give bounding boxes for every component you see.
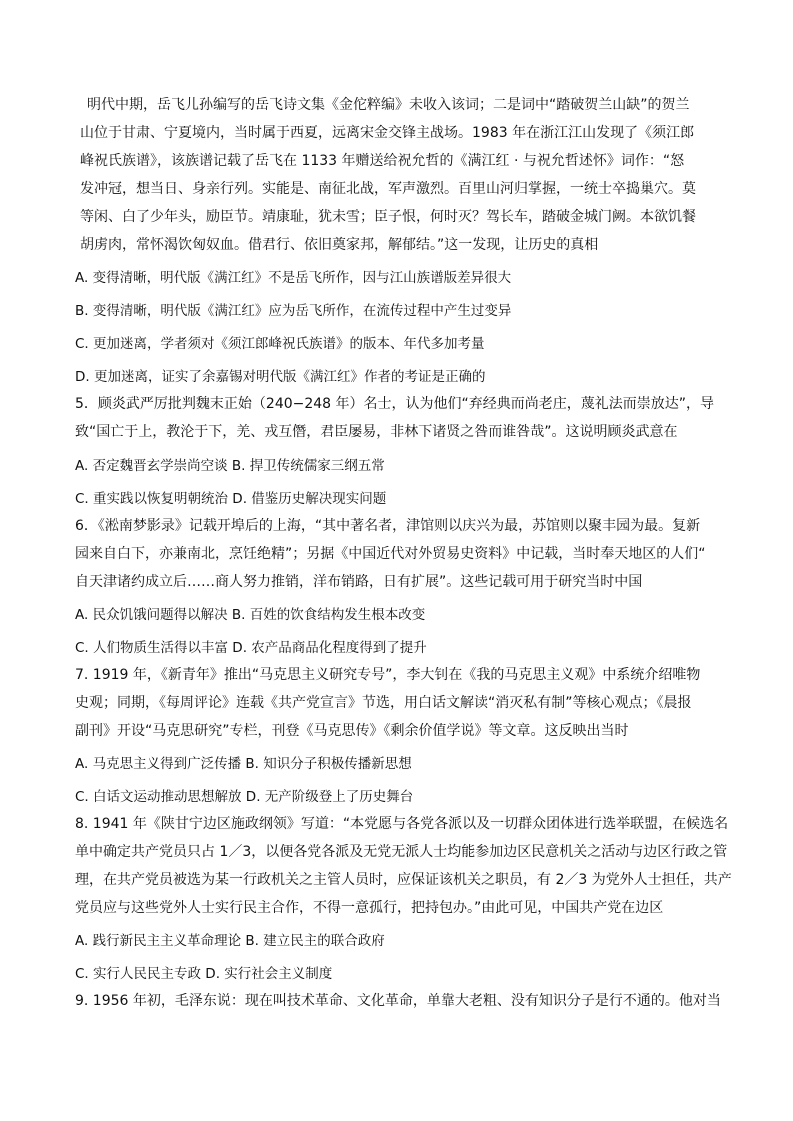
- q6-options-ab: A. 民众饥饿问题得以解决 B. 百姓的饮食结构发生根本改变: [75, 607, 426, 623]
- q4-stem-line: 明代中期，岳飞儿孙编写的岳飞诗文集《金佗粹编》未收入该词；二是词中“踏破贺兰山缺”的贺兰: [87, 97, 690, 113]
- q5-stem-line: 5．顾炎武严厉批判魏末正始（240−248 年）名士，认为他们“弃经典而尚老庄，蔑礼法而崇放达”，导: [75, 396, 715, 412]
- q5-stem-line: 致“国亡于上，教沦于下，羌、戎互僭，君臣屡易，非林下诸贤之咎而谁咎哉”。这说明顾炎武意在: [75, 424, 678, 440]
- q5-options-cd: C. 重实践以恢复明朝统治 D. 借鉴历史解决现实问题: [75, 491, 387, 507]
- q8-options-cd: C. 实行人民民主专政 D. 实行社会主义制度: [75, 966, 333, 982]
- q7-stem-line: 史观；同期，《每周评论》连载《共产党宣言》节选，用白话文解读“消灭私有制”等核心观点；《晨报: [75, 695, 692, 711]
- q8-stem-line: 理，在共产党员被选为某一行政机关之主管人员时，应保证该机关之职员，有 2／3 为党外人士担任，共产: [75, 872, 732, 888]
- q6-stem-line: 自天津诸约成立后……商人努力推销，洋布销路，日有扩展”。这些记载可用于研究当时中国: [75, 574, 643, 590]
- q4-option-b: B. 变得清晰，明代版《满江红》应为岳飞所作，在流传过程中产生过变异: [75, 303, 512, 319]
- q4-option-a: A. 变得清晰，明代版《满江红》不是岳飞所作，因与江山族谱版差异很大: [75, 270, 512, 286]
- q4-stem-line: 峰祝氏族谱》，该族谱记载了岳飞在 1133 年赠送给祝允哲的《满江红 · 与祝允哲述怀》词作：“怒: [80, 153, 685, 169]
- q7-options-cd: C. 白话文运动推动思想解放 D. 无产阶级登上了历史舞台: [75, 789, 414, 805]
- q5-options-ab: A. 否定魏晋玄学崇尚空谈 B. 捍卫传统儒家三纲五常: [75, 458, 385, 474]
- q4-stem-line: 等闲、白了少年头，励臣节。靖康耻，犹未雪；臣子恨，何时灭？驾长车，踏破金城门阙。本欲饥餐: [80, 209, 696, 225]
- q4-option-c: C. 更加迷离，学者须对《须江郎峰祝氏族谱》的版本、年代多加考量: [75, 336, 485, 352]
- q8-options-ab: A. 践行新民主主义革命理论 B. 建立民主的联合政府: [75, 933, 385, 949]
- q4-stem-line: 发冲冠，想当日、身亲行列。实能是、南征北战，军声激烈。百里山河归掌握，一统士卒捣巢穴。莫: [80, 181, 696, 197]
- q4-stem-line: 山位于甘肃、宁夏境内，当时属于西夏，远离宋金交锋主战场。1983 年在浙江江山发现了《须江郎: [80, 125, 695, 141]
- q9-stem-line: 9. 1956 年初，毛泽东说：现在叫技术革命、文化革命，单靠大老粗、没有知识分子是行不通的。他对当: [75, 993, 721, 1009]
- q4-stem-line: 胡虏肉，常怀渴饮匈奴血。借君行、依旧奠家邦，解郁结。”这一发现，让历史的真相: [80, 237, 599, 253]
- q8-stem-line: 党员应与这些党外人士实行民主合作，不得一意孤行，把持包办。”由此可见，中国共产党在边区: [75, 900, 664, 916]
- q8-stem-line: 单中确定共产党员只占 1／3，以便各党各派及无党无派人士均能参加边区民意机关之活动与边区行政之管: [75, 844, 728, 860]
- q7-stem-line: 副刊》开设“马克思研究”专栏，刊登《马克思传》《剩余价值学说》等文章。这反映出当时: [75, 723, 629, 739]
- q6-options-cd: C. 人们物质生活得以丰富 D. 农产品商品化程度得到了提升: [75, 640, 427, 656]
- q8-stem-line: 8. 1941 年《陕甘宁边区施政纲领》写道：“本党愿与各党各派以及一切群众团体进行选举联盟，在候选名: [75, 816, 729, 832]
- q6-stem-line: 园来自白下，亦兼南北，烹饪绝精”；另据《中国近代对外贸易史资料》中记载，当时奉天地区的人们“: [75, 546, 706, 562]
- q7-stem-line: 7. 1919 年，《新青年》推出“马克思主义研究专号”，李大钊在《我的马克思主义观》中系统介绍唯物: [75, 667, 701, 683]
- q7-options-ab: A. 马克思主义得到广泛传播 B. 知识分子积极传播新思想: [75, 756, 412, 772]
- q6-stem-line: 6．《淞南梦影录》记载开埠后的上海，“其中著名者，津馆则以庆兴为最，苏馆则以聚丰园为最。复新: [75, 518, 701, 534]
- q4-option-d: D. 更加迷离，证实了余嘉锡对明代版《满江红》作者的考证是正确的: [75, 369, 486, 385]
